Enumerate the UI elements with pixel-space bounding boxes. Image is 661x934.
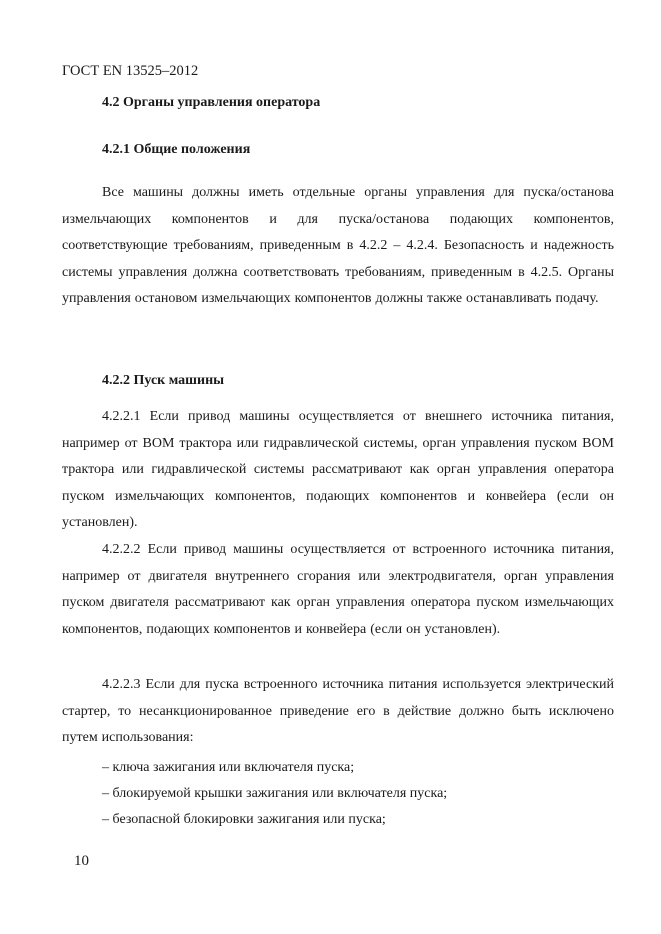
paragraph-4-2-2-3: 4.2.2.3 Если для пуска встроенного источника питания используется электрический стартер, то несанкционированное приведение его в действие должно быть исключено путем использования:	[62, 677, 614, 746]
paragraph-general-provisions: Все машины должны иметь отдельные органы управления для пуска/останова измельчающих компонентов и для пуска/останова подающих компонентов, соответствующие требованиям, приведенным в 4.2.2 – 4.2.4. Безопасность и надежность системы управления должна соответствовать требованиям, приведенным в 4.2.5. Органы управления остановом измельчающих компонентов должны также останавливать подачу.	[62, 185, 614, 307]
subsection-heading-start: 4.2.2 Пуск машины	[102, 373, 225, 388]
section-heading: 4.2 Органы управления оператора	[102, 95, 321, 110]
paragraph-4-2-2-2: 4.2.2.2 Если привод машины осуществляется от встроенного источника питания, например от двигателя внутреннего сгорания или электродвигателя, орган управления пуском двигателя рассматривают как орган управления оператора пуском измельчающих компонентов, подающих компонентов и конвейера (если он установлен).	[62, 542, 614, 637]
list-item: – безопасной блокировки зажигания или пуска;	[102, 812, 386, 827]
paragraph-4-2-2-1: 4.2.2.1 Если привод машины осуществляется от внешнего источника питания, например от ВОМ трактора или гидравлической системы, орган управления пуском ВОМ трактора или гидравлической системы рассматривают как орган управления оператора пуском измельчающих компонентов, подающих компонентов и конвейера (если он установлен).	[62, 409, 614, 531]
page-number: 10	[74, 853, 89, 869]
list-item: – ключа зажигания или включателя пуска;	[102, 760, 355, 775]
document-header: ГОСТ EN 13525–2012	[62, 63, 199, 79]
list-item: – блокируемой крышки зажигания или включателя пуска;	[102, 786, 448, 801]
subsection-heading-general: 4.2.1 Общие положения	[102, 142, 251, 157]
